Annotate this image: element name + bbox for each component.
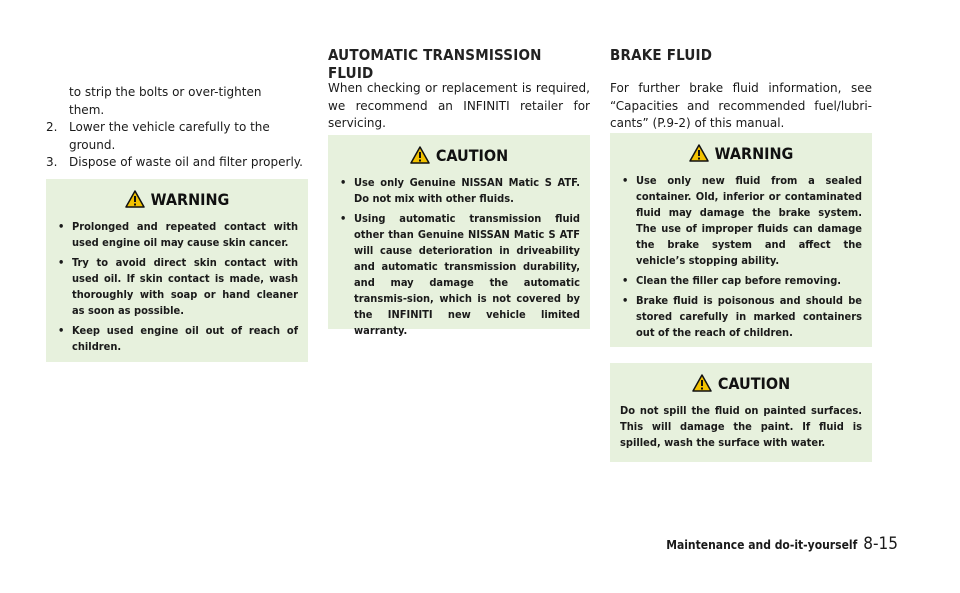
- step-text: Dispose of waste oil and filter properly.: [69, 155, 303, 169]
- warning-label: WARNING: [714, 143, 794, 163]
- bullet-icon: •: [340, 176, 347, 189]
- caution-header: [610, 363, 872, 403]
- atf-intro: When checking or replacement is required, we recommend an INFINITI retailer for servicing.: [328, 81, 590, 130]
- step-3: [46, 154, 308, 172]
- bullet-icon: •: [58, 256, 65, 269]
- section-title-brake: BRAKE FLUID: [610, 46, 713, 64]
- page-footer: [666, 534, 898, 554]
- warning-box-brake: [610, 133, 872, 347]
- list-item: • Brake fluid is poisonous and should be stored carefully in marked containers out of the reach of children.: [622, 294, 862, 339]
- caution-header: [328, 135, 590, 175]
- caution-text: Do not spill the fluid on painted surfaces. This will damage the paint. If fluid is spilled, wash the surface with water.: [620, 404, 862, 449]
- step-number: 3.: [46, 155, 58, 169]
- warning-list: [46, 219, 308, 355]
- warning-triangle-icon: [689, 144, 709, 162]
- bullet-icon: •: [58, 220, 65, 233]
- caution-box-brake: [610, 363, 872, 462]
- caution-label: CAUTION: [717, 373, 791, 393]
- list-item: • Prolonged and repeated contact with used engine oil may cause skin cancer.: [58, 220, 298, 249]
- list-item: • Use only new fluid from a sealed container. Old, inferior or contaminated fluid may damage the brake system. The use of improper fluids can damage the brake system and affect the vehicle’s stopping ability.: [622, 174, 862, 267]
- warning-triangle-icon: [410, 146, 430, 164]
- step-number: 2.: [46, 120, 58, 134]
- bullet-icon: •: [58, 324, 65, 337]
- list-item: • Keep used engine oil out of reach of children.: [58, 324, 298, 353]
- bullet-icon: •: [622, 174, 629, 187]
- warning-list: [610, 173, 872, 341]
- footer-section: Maintenance and do-it-yourself: [666, 538, 858, 552]
- caution-box-atf: [328, 135, 590, 337]
- continued-line-2: them.: [69, 102, 105, 117]
- warning-label: WARNING: [150, 189, 230, 209]
- continued-text: [46, 84, 308, 119]
- warning-triangle-icon: [692, 374, 712, 392]
- page-number: 8-15: [863, 534, 898, 554]
- list-item: • Clean the filler cap before removing.: [622, 274, 842, 287]
- step-text-line1: Lower the vehicle carefully to the: [69, 120, 270, 134]
- caution-label: CAUTION: [435, 145, 509, 165]
- step-text-line2: ground.: [69, 137, 116, 152]
- bullet-icon: •: [622, 274, 629, 287]
- list-item: • Use only Genuine NISSAN Matic S ATF. Do not mix with other fluids.: [340, 176, 580, 205]
- bullet-icon: •: [622, 294, 629, 307]
- caution-list: [328, 175, 590, 339]
- warning-box-oil: [46, 179, 308, 362]
- brake-intro: For further brake fluid information, see “Capacities and recommended fuel/lubri-cants” (P.9-2) of this manual.: [610, 81, 872, 130]
- list-item: • Using automatic transmission fluid other than Genuine NISSAN Matic S ATF will cause deterioration in driveability and automatic transmission durability, and may damage the automatic transmis-sion, which is not covered by the INFINITI new vehicle limited warranty.: [340, 212, 580, 337]
- list-item: • Try to avoid direct skin contact with used oil. If skin contact is made, wash thoroughly with soap or hand cleaner as soon as possible.: [58, 256, 298, 317]
- warning-triangle-icon: [125, 190, 145, 208]
- section-title-atf: AUTOMATIC TRANSMISSION FLUID: [328, 46, 542, 82]
- step-2: [46, 119, 308, 154]
- bullet-icon: •: [340, 212, 347, 225]
- warning-header: [46, 179, 308, 219]
- warning-header: [610, 133, 872, 173]
- continued-line-1: to strip the bolts or over-tighten: [69, 85, 262, 99]
